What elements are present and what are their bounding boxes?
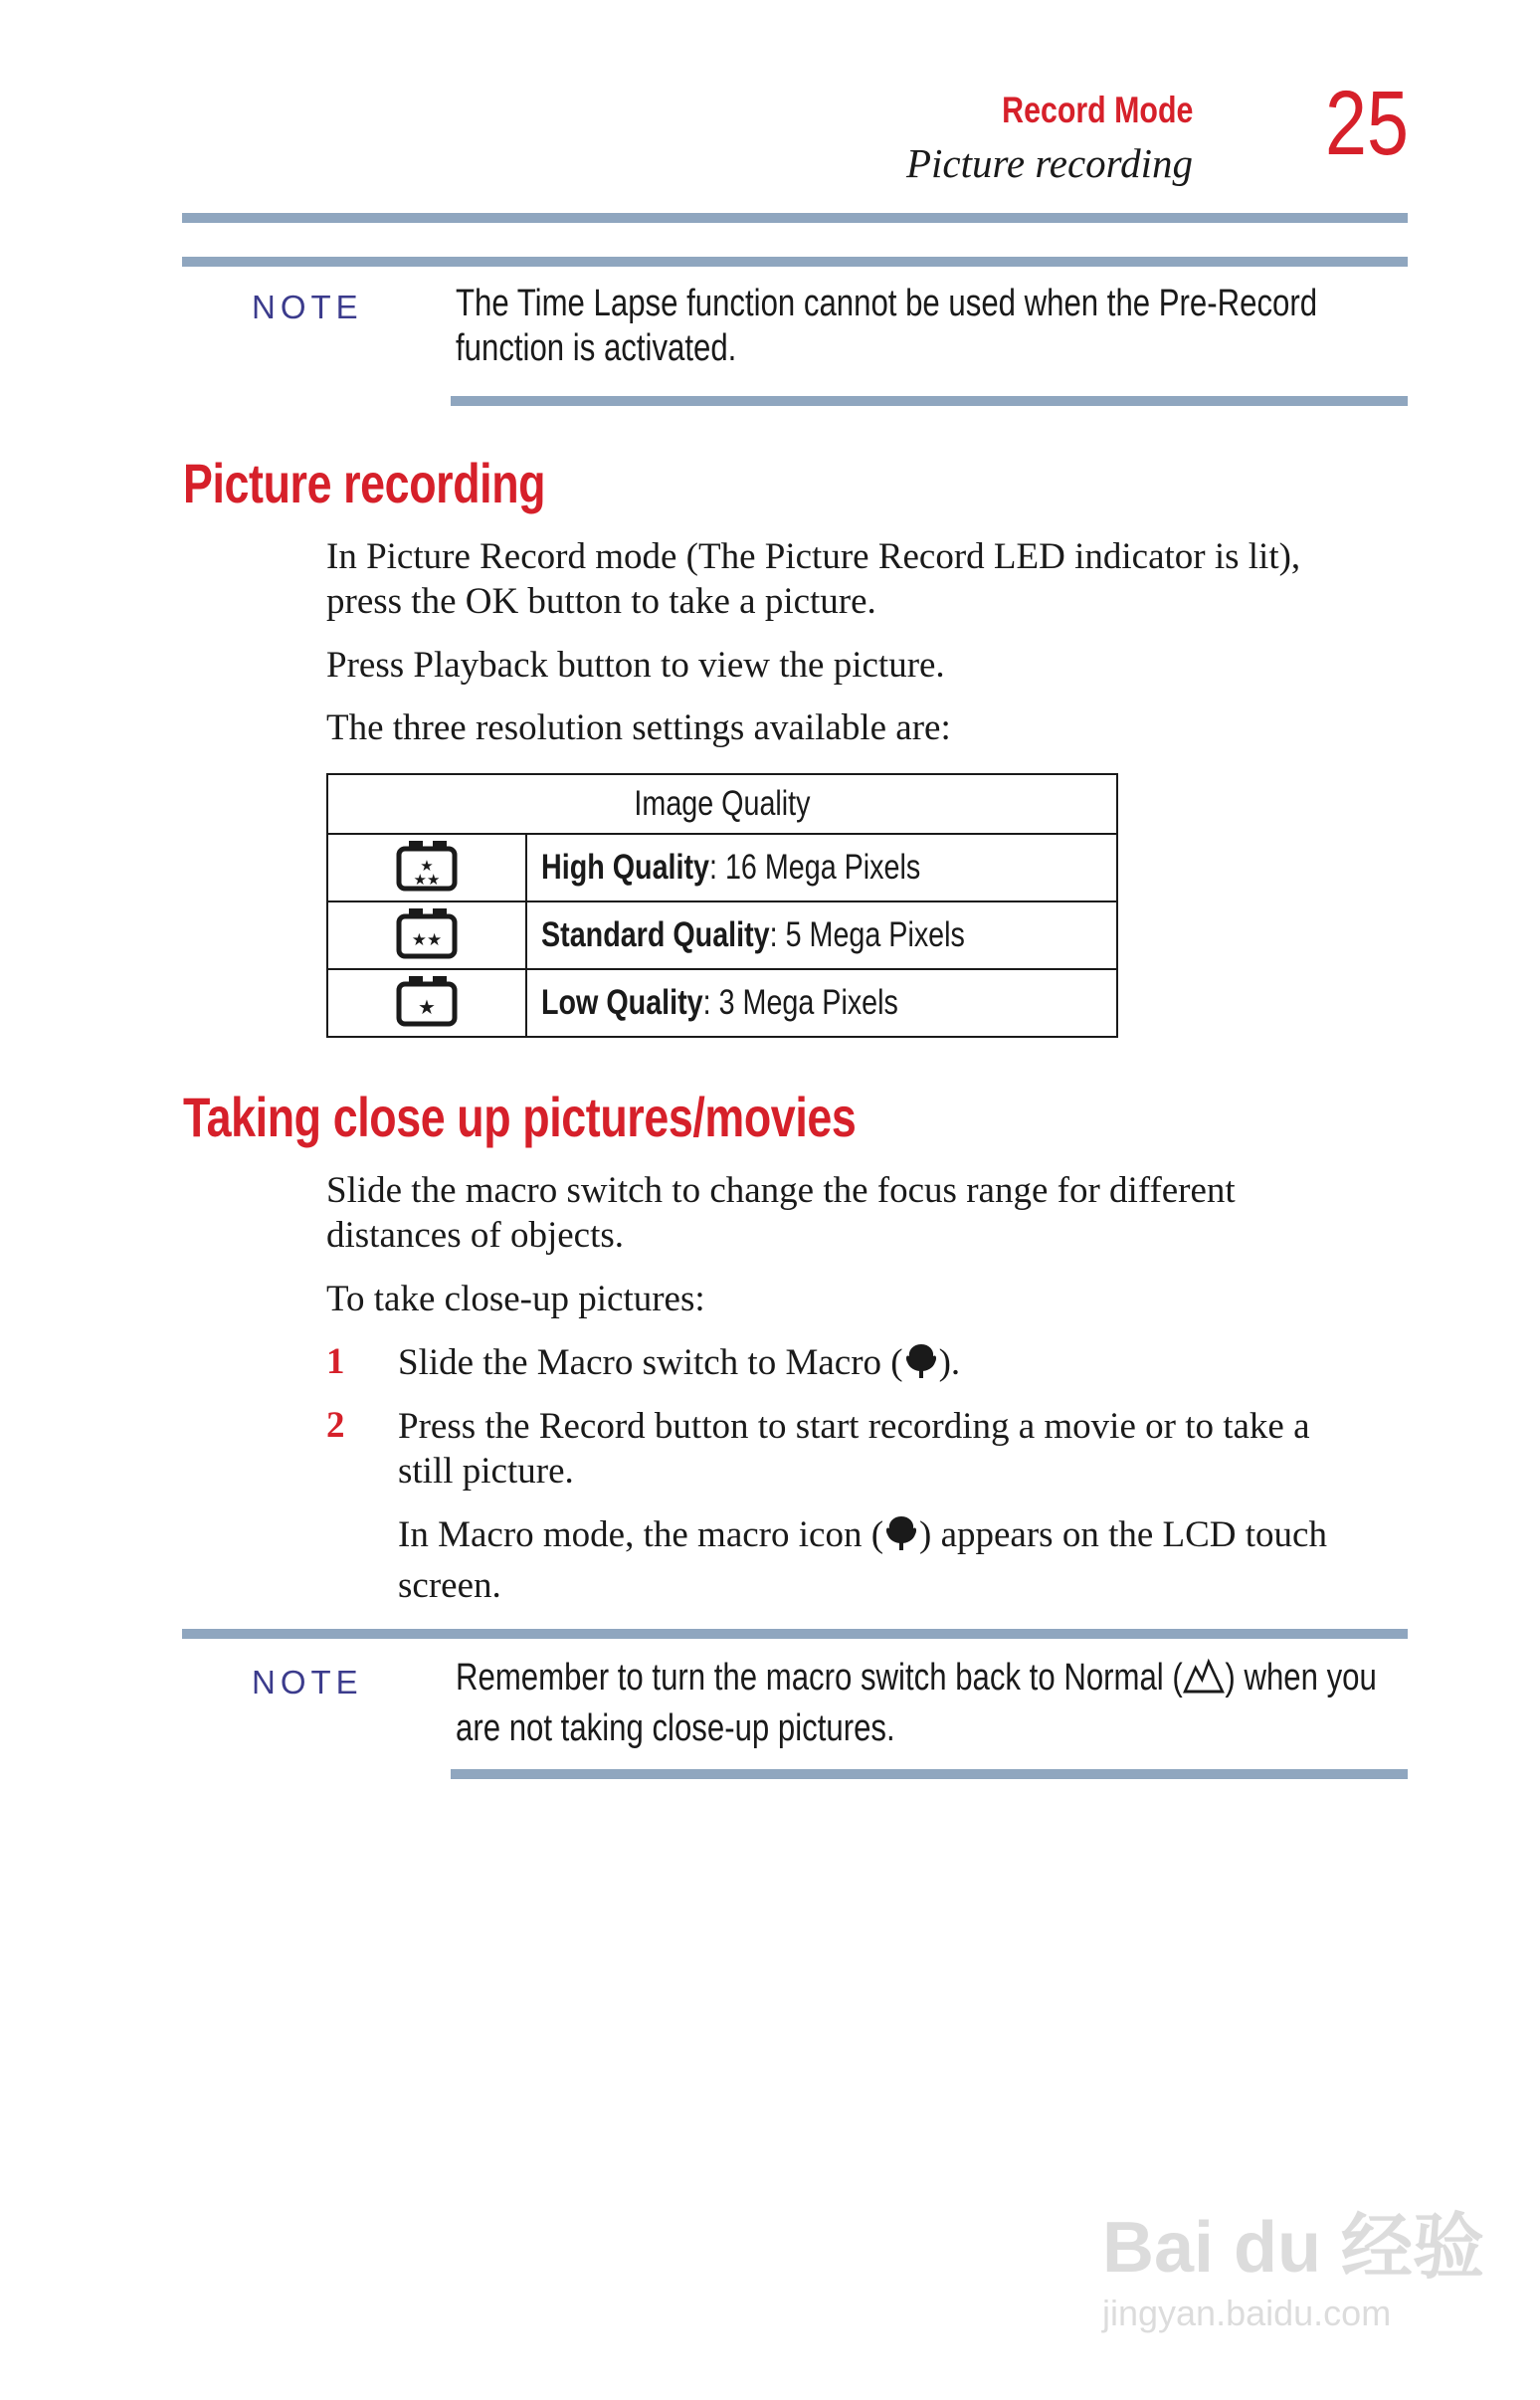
picture-recording-para3: The three resolution settings available are: [326,707,951,748]
picture-recording-para1 [326,534,1300,624]
svg-text:★★: ★★ [413,870,441,889]
icon-cell [327,901,526,969]
table-header-row [327,774,1117,834]
mountain-icon [1183,1658,1226,1706]
icon-cell [327,969,526,1037]
quality-text: High Quality: 16 Mega Pixels [541,848,921,887]
step-number: 1 [326,1341,345,1382]
note1-bottom-bar [451,396,1408,406]
table-header: Image Quality [634,784,811,823]
close-up-heading: Taking close up pictures/movies [183,1086,857,1148]
quality-text: Low Quality: 3 Mega Pixels [541,983,898,1022]
note2-label: NOTE [252,1664,363,1700]
picture-recording-heading: Picture recording [183,452,546,514]
camera-two-star-icon [395,906,459,960]
step-2-text: Press the Record button to start recording a movie or to take a still picture. [398,1406,1310,1492]
note1-top-bar [182,257,1408,267]
table-header-cell [327,774,1117,834]
picture-recording-para2: Press Playback button to view the picture. [326,645,945,686]
svg-text:★★: ★★ [411,929,443,950]
note2-text: Remember to turn the macro switch back to Normal ( ) when you are not taking close-up pictures. [456,1657,1377,1749]
note1-text [456,282,1317,371]
section-title: Record Mode [1001,90,1193,130]
svg-text:★: ★ [418,994,436,1019]
table-row [327,834,1117,901]
close-up-para2: To take close-up pictures: [326,1279,705,1319]
note2-bottom-bar [451,1769,1408,1779]
svg-text:★: ★ [420,856,434,875]
note1-line1: The Time Lapse function cannot be used when the Pre-Record [456,283,1318,324]
quality-text: Standard Quality: 5 Mega Pixels [541,915,965,954]
quality-cell [526,969,1117,1037]
watermark-sub: jingyan.baidu.com [1102,2293,1392,2333]
watermark-main: Bai du 经验 [1102,2208,1485,2288]
note1-label: NOTE [252,289,363,325]
close-up-para1-line1: Slide the macro switch to change the focus range for different [326,1170,1236,1211]
macro-icon [883,1512,919,1563]
note1-line2: function is activated. [456,327,737,369]
image-quality-table [326,773,1118,1038]
header-divider [182,213,1408,223]
quality-cell [526,901,1117,969]
table-row [327,901,1117,969]
para1-line2: press the OK button to take a picture. [326,581,876,622]
para1-line1: In Picture Record mode (The Picture Record LED indicator is lit), [326,536,1301,577]
macro-followup: In Macro mode, the macro icon ( ) appears on the LCD touch screen. [398,1514,1327,1606]
close-up-para1-line2: distances of objects. [326,1215,624,1256]
table-row [327,969,1117,1037]
close-up-para1 [326,1168,1236,1258]
watermark [1102,2189,1484,2334]
camera-three-star-icon [395,839,459,893]
icon-cell [327,834,526,901]
step-number: 2 [326,1405,345,1446]
subsection-title: Picture recording [905,140,1193,186]
step-1-text: Slide the Macro switch to Macro ( ). [398,1340,960,1391]
macro-icon [903,1340,939,1391]
quality-cell [526,834,1117,901]
note2-top-bar [182,1629,1408,1639]
page-number: 25 [1325,73,1409,174]
camera-one-star-icon [395,974,459,1028]
